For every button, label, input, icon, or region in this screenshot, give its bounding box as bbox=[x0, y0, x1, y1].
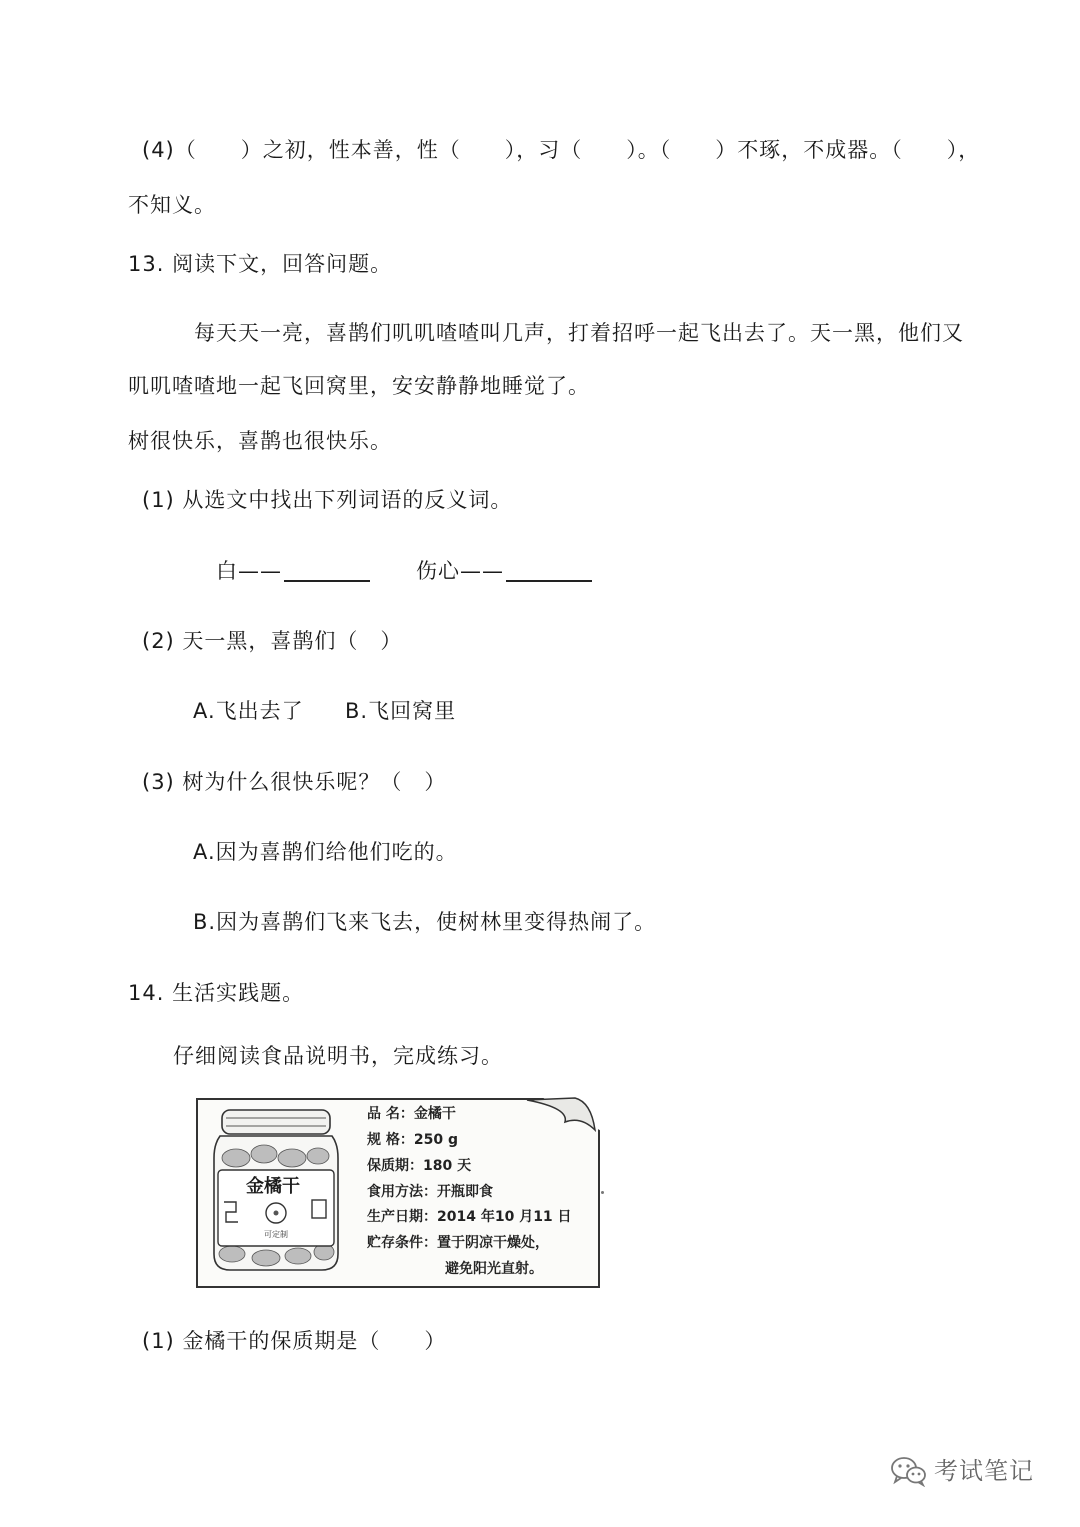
antonym-white-label: 白—— bbox=[216, 559, 282, 583]
q14-intro: 仔细阅读食品说明书，完成练习。 bbox=[173, 1044, 503, 1068]
speck bbox=[601, 1191, 604, 1194]
wechat-icon bbox=[890, 1455, 928, 1487]
q14-heading: 14. 生活实践题。 bbox=[128, 981, 305, 1005]
q13-passage-line3: 树很快乐，喜鹊也很快乐。 bbox=[128, 429, 392, 453]
label-name: 品 名：金橘干 bbox=[367, 1106, 456, 1122]
q12-item4-line1: (4)（ ）之初，性本善，性（ ），习（ ）。（ ）不琢，不成器。（ ）， bbox=[142, 138, 981, 162]
q13-heading: 13. 阅读下文，回答问题。 bbox=[128, 252, 393, 276]
q13-sub2: (2) 天一黑，喜鹊们（ ） bbox=[142, 629, 403, 653]
q13-sub2-option-b: B.飞回窝里 bbox=[345, 699, 457, 723]
q13-passage-line1: 每天天一亮，喜鹊们叽叽喳喳叫几声，打着招呼一起飞出去了。天一黑，他们又 bbox=[194, 321, 964, 345]
q12-item4-line2: 不知义。 bbox=[128, 193, 216, 217]
q13-sub3-option-a: A.因为喜鹊们给他们吃的。 bbox=[193, 840, 458, 864]
label-spec: 规 格：250 g bbox=[367, 1132, 458, 1148]
q13-sub2-option-a: A.飞出去了 bbox=[193, 699, 304, 723]
antonym-sad bbox=[416, 560, 592, 582]
page-curl-icon bbox=[525, 1094, 597, 1134]
q13-passage-line2: 叽叽喳喳地一起飞回窝里，安安静静地睡觉了。 bbox=[128, 374, 590, 398]
label-storage-1: 贮存条件：置于阴凉干燥处， bbox=[367, 1235, 549, 1251]
label-storage-2: 避免阳光直射。 bbox=[445, 1261, 543, 1277]
antonym-white-blank[interactable] bbox=[284, 560, 370, 582]
q13-sub3: (3) 树为什么很快乐呢？（ ） bbox=[142, 770, 447, 794]
watermark bbox=[890, 1455, 1034, 1487]
antonym-white bbox=[216, 560, 370, 582]
q13-sub3-option-b: B.因为喜鹊们飞来飞去，使树林里变得热闹了。 bbox=[193, 910, 657, 934]
label-production-date: 生产日期：2014 年10 月11 日 bbox=[367, 1209, 572, 1225]
label-shelf-life: 保质期：180 天 bbox=[367, 1158, 472, 1174]
watermark-text: 考试笔记 bbox=[934, 1457, 1034, 1485]
label-usage: 食用方法：开瓶即食 bbox=[367, 1184, 493, 1200]
q13-sub1: (1) 从选文中找出下列词语的反义词。 bbox=[142, 488, 513, 512]
antonym-sad-label: 伤心—— bbox=[416, 559, 504, 583]
antonym-sad-blank[interactable] bbox=[506, 560, 592, 582]
jar-sub-text: 可定制 bbox=[264, 1230, 288, 1239]
q14-sub1: (1) 金橘干的保质期是（ ） bbox=[142, 1329, 447, 1353]
jar-brand-text: 金橘干 bbox=[246, 1176, 300, 1197]
